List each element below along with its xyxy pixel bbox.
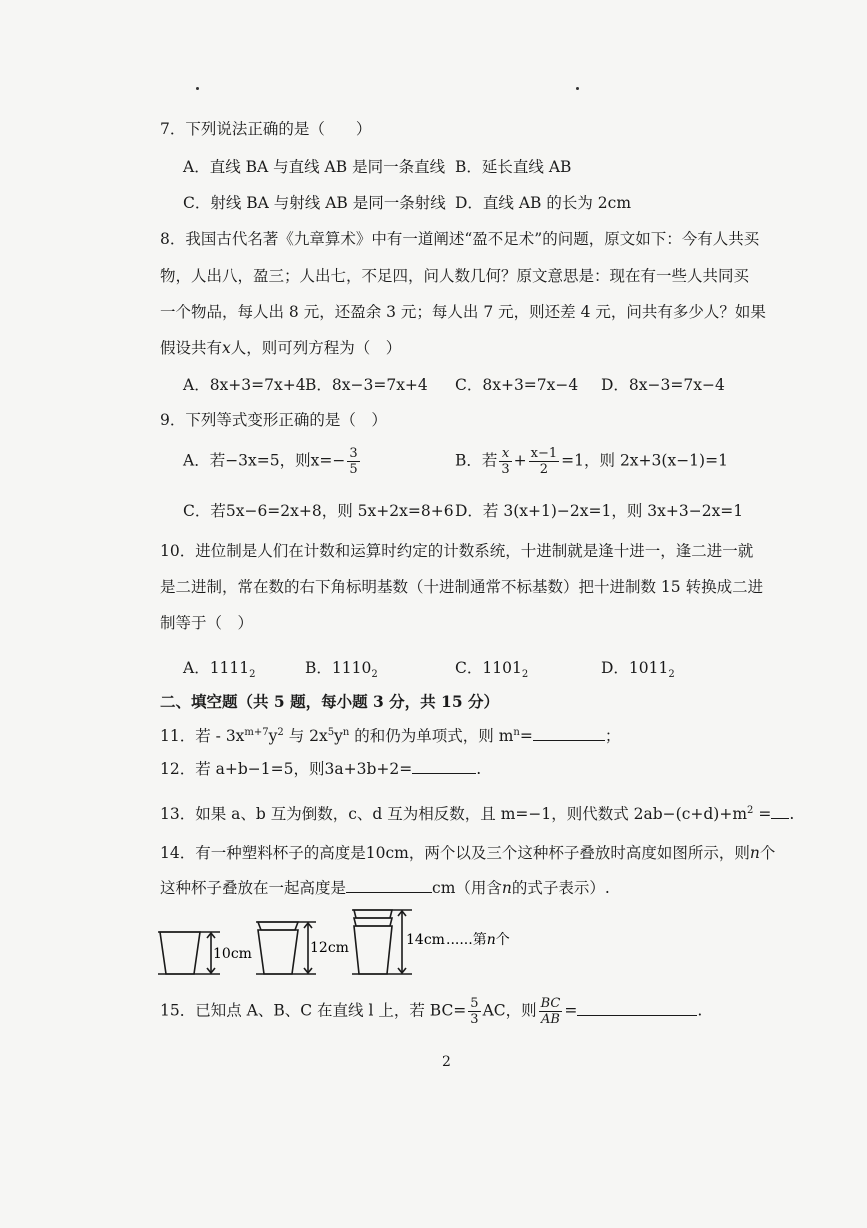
fraction-denominator: AB xyxy=(541,1012,560,1027)
cup-height-10: 10cm xyxy=(213,946,252,962)
q9-stem: 9．下列等式变形正确的是（ ） xyxy=(160,411,387,429)
q9-option-b-fraction-2 xyxy=(529,446,560,477)
q14-line-2 xyxy=(160,877,610,899)
q11-text-4: y xyxy=(334,727,343,746)
fraction-numerator: BC xyxy=(540,996,561,1011)
exponent: n xyxy=(342,727,350,738)
exponent: n xyxy=(513,727,520,738)
q7-option-d: D．直线 AB 的长为 2cm xyxy=(455,194,632,212)
q10-option-c xyxy=(455,657,528,686)
fraction-denominator: 2 xyxy=(539,462,549,477)
q12 xyxy=(160,758,481,780)
q15-fraction-1 xyxy=(468,996,480,1027)
cup-height-14: 14cm xyxy=(406,932,445,948)
q8-line-1: 8．我国古代名著《九章算术》中有一道阐述“盈不足术”的问题，原文如下：今有人共买 xyxy=(160,230,760,248)
scan-speck xyxy=(576,87,579,90)
q12-end: . xyxy=(476,760,482,778)
fraction-numerator: 3 xyxy=(349,446,358,461)
cup-nth-text: ......第 xyxy=(446,932,487,948)
cup-single xyxy=(158,932,220,974)
q14-text-1: 14．有一种塑料杯子的高度是10cm，两个以及三个这种杯子叠放时高度如图所示，则 xyxy=(160,844,750,862)
q9-option-a-text: A．若−3x=5，则x=− xyxy=(183,451,346,470)
q13-end: . xyxy=(789,805,795,824)
q11-text-5: 的和仍为单项式，则 m xyxy=(349,727,514,746)
fraction-numerator: x xyxy=(499,446,511,462)
q8-option-d: D．8x−3=7x−4 xyxy=(601,376,725,394)
fraction-denominator: 3 xyxy=(501,462,510,477)
q15-text-1: 15．已知点 A、B、C 在直线 l 上，若 BC= xyxy=(160,1001,467,1020)
q11-equals: = xyxy=(519,727,533,746)
q7-option-c: C．射线 BA 与射线 AB 是同一条射线 xyxy=(183,194,446,212)
q11-end: ； xyxy=(604,727,621,746)
q9-option-d: D．若 3(x+1)−2x=1，则 3x+3−2x=1 xyxy=(455,502,744,520)
q14-variable: n xyxy=(749,844,760,862)
q14-text-5: 的式子表示）. xyxy=(511,879,610,897)
q8-line-4-post: 人，则可列方程为（ ） xyxy=(230,339,402,357)
answer-blank[interactable] xyxy=(346,878,432,893)
q14-variable: n xyxy=(501,879,512,897)
q10-option-b-text: B．1110 xyxy=(305,659,372,677)
q9-option-c: C．若5x−6=2x+8，则 5x+2x=8+6 xyxy=(183,502,454,520)
fraction-denominator: 5 xyxy=(349,462,358,477)
q7-option-b: B．延长直线 AB xyxy=(455,158,572,176)
fraction-numerator: x−1 xyxy=(530,446,558,461)
q10-option-d-text: D．1011 xyxy=(601,659,669,677)
q10-option-a xyxy=(183,657,256,686)
stacked-cups-figure xyxy=(156,900,576,980)
q14-line-1 xyxy=(160,842,775,864)
q8-line-4-pre: 假设共有 xyxy=(160,339,223,357)
exponent: 5 xyxy=(327,727,335,738)
q11-text-3: 与 2x xyxy=(283,727,328,746)
q9-option-a xyxy=(183,446,362,477)
q15-end: . xyxy=(697,1001,703,1020)
cup-nth-label xyxy=(446,932,510,948)
q10-line-1: 10．进位制是人们在计数和运算时约定的计数系统，十进制就是逢十进一，逢二进一就 xyxy=(160,542,754,560)
q8-option-a: A．8x+3=7x+4 xyxy=(183,376,306,394)
q10-line-2: 是二进制，常在数的右下角标明基数（十进制通常不标基数）把十进制数 15 转换成二进 xyxy=(160,578,764,596)
scan-speck xyxy=(196,87,199,90)
q12-text: 12．若 a+b−1=5，则3a+3b+2= xyxy=(160,760,413,778)
q11-text-2: y xyxy=(268,727,278,746)
q15 xyxy=(160,996,702,1027)
base-subscript: 2 xyxy=(371,669,378,681)
q15-fraction-2 xyxy=(539,996,563,1027)
q14-text-2: 个 xyxy=(759,844,776,862)
q8-variable: x xyxy=(222,339,231,357)
q8-option-b: B．8x−3=7x+4 xyxy=(305,376,428,394)
answer-blank[interactable] xyxy=(771,804,789,819)
q14-text-4: cm（用含 xyxy=(432,879,502,897)
q13-text: 13．如果 a、b 互为倒数，c、d 互为相反数，且 m=−1，则代数式 2ab−(c+d)+m xyxy=(160,805,748,824)
exponent: 2 xyxy=(747,805,754,816)
q9-option-b-fraction-1 xyxy=(499,446,511,477)
q13-equals: = xyxy=(753,805,772,824)
q13 xyxy=(160,800,794,825)
q14-text-3: 这种杯子叠放在一起高度是 xyxy=(160,879,347,897)
q8-line-2: 物，人出八，盈三；人出七，不足四，问人数几何？原文意思是：现在有一些人共同买 xyxy=(160,267,750,285)
base-subscript: 2 xyxy=(249,669,256,681)
answer-blank[interactable] xyxy=(577,1001,697,1016)
q8-option-c: C．8x+3=7x−4 xyxy=(455,376,579,394)
answer-blank[interactable] xyxy=(533,726,605,741)
q7-option-a: A．直线 BA 与直线 AB 是同一条直线 xyxy=(183,158,446,176)
q11 xyxy=(160,722,620,747)
cup-nth-end: 个 xyxy=(495,932,510,948)
q10-option-a-text: A．1111 xyxy=(183,659,250,677)
fraction-numerator: 5 xyxy=(470,996,479,1011)
cup-nth-variable: n xyxy=(486,932,496,948)
exponent: 2 xyxy=(277,727,284,738)
base-subscript: 2 xyxy=(521,669,529,681)
q9-option-b xyxy=(455,446,728,477)
fraction-denominator: 3 xyxy=(470,1012,479,1027)
q9-option-b-text: B．若 xyxy=(455,451,498,470)
q8-line-3: 一个物品，每人出 8 元，还盈余 3 元；每人出 7 元，则还差 4 元，问共有多少人？如果 xyxy=(160,303,766,321)
q10-option-b xyxy=(305,657,378,686)
q7-stem: 7．下列说法正确的是（ ） xyxy=(160,120,372,138)
section-heading-fill-in: 二、填空题（共 5 题，每小题 3 分，共 15 分） xyxy=(160,692,500,711)
page-number: 2 xyxy=(442,1054,451,1070)
q8-line-4 xyxy=(160,337,401,359)
q9-option-a-fraction xyxy=(347,446,359,477)
cup-height-12: 12cm xyxy=(310,940,349,956)
q10-line-3: 制等于（ ） xyxy=(160,614,254,632)
cup-triple xyxy=(352,910,412,974)
answer-blank[interactable] xyxy=(412,759,476,774)
q9-option-b-post: =1，则 2x+3(x−1)=1 xyxy=(561,451,728,470)
exponent: m+7 xyxy=(244,727,269,738)
q11-text-1: 11．若 - 3x xyxy=(160,727,245,746)
q15-text-2: AC，则 xyxy=(482,1001,537,1020)
cup-double xyxy=(256,922,316,974)
plus-sign: + xyxy=(513,451,527,470)
base-subscript: 2 xyxy=(668,669,675,681)
q10-option-c-text: C．1101 xyxy=(455,659,522,677)
q10-option-d xyxy=(601,657,675,686)
q15-equals: = xyxy=(564,1001,578,1020)
